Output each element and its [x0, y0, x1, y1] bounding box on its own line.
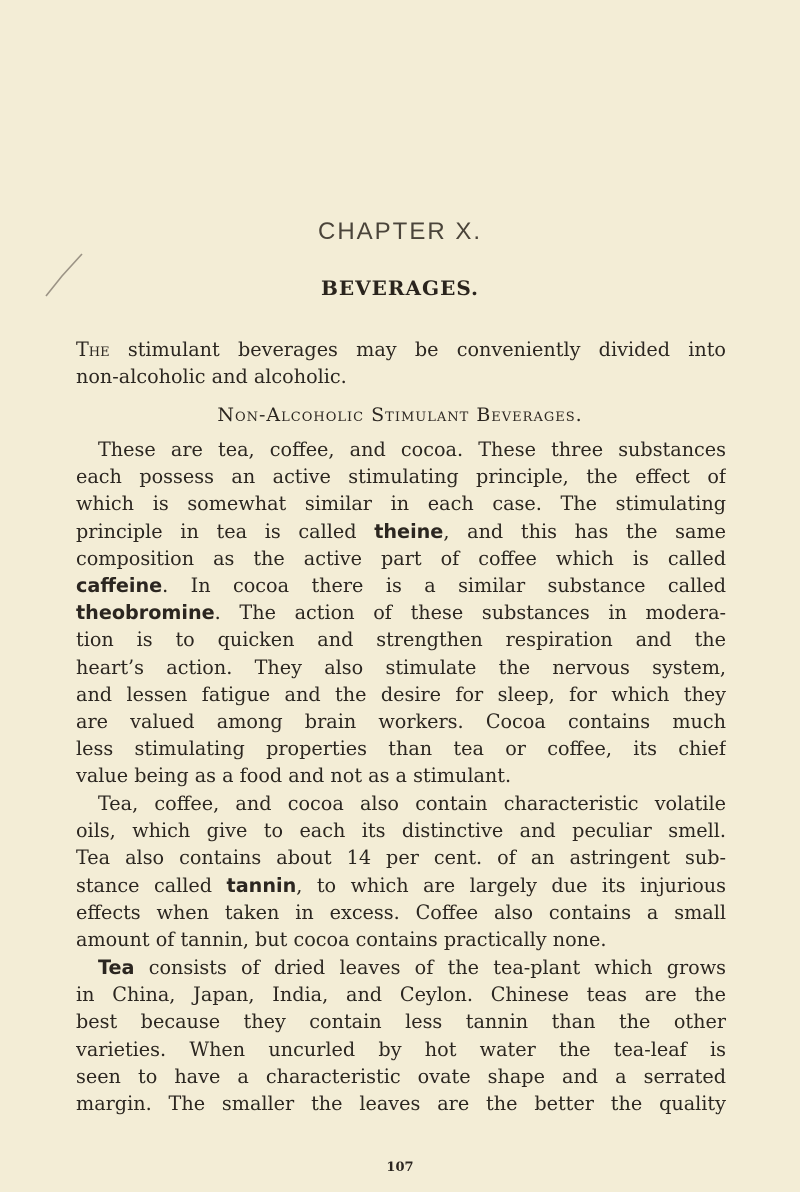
term-tea: Tea — [98, 956, 135, 979]
text-line: less stimulating properties than tea or coffee, its chief — [76, 737, 726, 761]
text-run: , and this has the same — [443, 519, 726, 543]
text-line: seen to have a characteristic ovate shape and a serrated — [76, 1064, 726, 1088]
text-line — [76, 954, 726, 981]
paragraph-2 — [76, 790, 726, 953]
text-run: principle in tea is called — [76, 519, 375, 543]
text-line: amount of tannin, but cocoa contains practically none. — [76, 928, 607, 952]
text-run: . In cocoa there is a similar substance called — [162, 574, 726, 598]
text-line — [76, 872, 726, 899]
page-number: 107 — [386, 1160, 414, 1175]
text-line: varieties. When uncurled by hot water the tea-leaf is — [76, 1037, 726, 1061]
text-line: heart’s action. They also stimulate the nervous system, — [76, 655, 726, 679]
text-line: in China, Japan, India, and Ceylon. Chinese teas are the — [76, 983, 726, 1007]
intro-lead-word: The — [76, 338, 110, 361]
text-line: and lessen fatigue and the desire for sleep, for which they — [76, 682, 726, 706]
paragraph-1 — [76, 436, 726, 790]
text-line: non-alcoholic and alcoholic. — [76, 365, 347, 389]
text-line: which is somewhat similar in each case. The stimulating — [76, 492, 726, 516]
text-line: best because they contain less tannin than the other — [76, 1010, 726, 1034]
text-line: are valued among brain workers. Cocoa contains much — [76, 710, 726, 734]
term-caffeine: caffeine — [76, 574, 163, 598]
paragraph-3 — [76, 954, 726, 1117]
text-line: Tea also contains about 14 per cent. of an astringent sub- — [76, 846, 726, 870]
text-line: each possess an active stimulating principle, the effect of — [76, 465, 726, 489]
text-line: oils, which give to each its distinctive and peculiar smell. — [76, 819, 726, 843]
text-run: . The action of these substances in modera- — [214, 601, 726, 625]
text-line: stimulant beverages may be conveniently divided into — [109, 338, 726, 361]
text-line: tion is to quicken and strengthen respiration and the — [76, 628, 726, 652]
term-theobromine: theobromine — [76, 601, 215, 625]
text-line: effects when taken in excess. Coffee also contains a small — [76, 900, 726, 924]
section-subheading: Non-Alcoholic Stimulant Beverages. — [217, 404, 583, 426]
term-theine: theine — [374, 519, 444, 543]
text-line — [76, 599, 726, 626]
text-run: stance called — [76, 873, 227, 897]
text-line: Tea, coffee, and cocoa also contain characteristic volatile — [98, 792, 726, 815]
pencil-mark — [0, 0, 120, 320]
text-line: value being as a food and not as a stimulant. — [76, 764, 512, 788]
text-line — [76, 572, 726, 599]
text-line — [76, 518, 726, 545]
chapter-number: CHAPTER X. — [317, 218, 483, 245]
text-run: consists of dried leaves of the tea-plant which grows — [134, 956, 726, 979]
text-line: margin. The smaller the leaves are the better the quality — [76, 1092, 726, 1116]
term-tannin: tannin — [226, 873, 297, 897]
chapter-title: BEVERAGES. — [320, 276, 480, 300]
text-line: composition as the active part of coffee which is called — [76, 546, 726, 570]
text-line: These are tea, coffee, and cocoa. These three substances — [98, 438, 726, 461]
text-run: , to which are largely due its injurious — [296, 873, 726, 897]
intro-paragraph — [76, 336, 726, 390]
